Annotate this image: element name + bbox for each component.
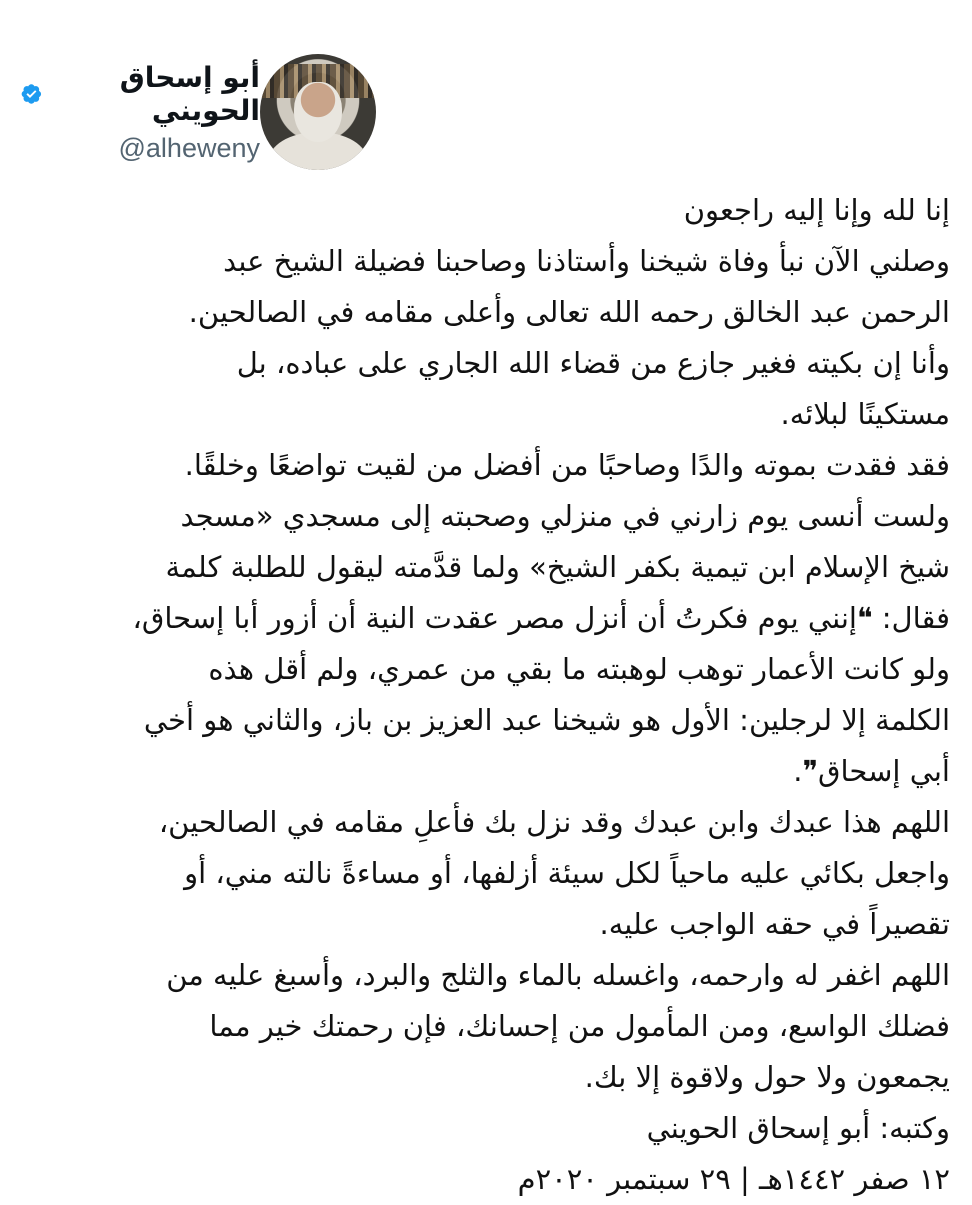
- tweet-line: وأنا إن بكيته فغير جازع من قضاء الله الجاري على عباده، بل: [236, 346, 950, 380]
- avatar[interactable]: [260, 54, 376, 170]
- tweet-line: الكلمة إلا لرجلين: الأول هو شيخنا عبد العزيز بن باز، والثاني هو أخي: [143, 703, 950, 737]
- tweet-line: وكتبه: أبو إسحاق الحويني: [646, 1111, 950, 1145]
- tweet-line: أبي إسحاق❞.: [793, 754, 950, 788]
- author-block: [20, 61, 260, 164]
- tweet-text: [20, 185, 950, 1205]
- tweet-line: ولو كانت الأعمار توهب لوهبته ما بقي من عمري، ولم أقل هذه: [208, 652, 950, 686]
- tweet-line: اللهم هذا عبدك وابن عبدك وقد نزل بك فأعلِ مقامه في الصالحين،: [158, 805, 950, 839]
- tweet-line: اللهم اغفر له وارحمه، واغسله بالماء والثلج والبرد، وأسبغ عليه من: [166, 958, 950, 992]
- tweet-line: مستكينًا لبلائه.: [780, 397, 950, 431]
- tweet-line: شيخ الإسلام ابن تيمية بكفر الشيخ» ولما قدَّمته ليقول للطلبة كلمة: [165, 550, 950, 584]
- tweet-line: تقصيراً في حقه الواجب عليه.: [599, 907, 950, 941]
- author-handle[interactable]: @alheweny: [118, 132, 260, 163]
- tweet-line: واجعل بكائي عليه ماحياً لكل سيئة أزلفها، أو مساءةً نالته مني، أو: [184, 856, 950, 890]
- author-display-name[interactable]: أبو إسحاق الحويني: [119, 60, 260, 127]
- verified-badge-icon: [20, 80, 43, 108]
- tweet-line: فقد فقدت بموته والدًا وصاحبًا من أفضل من لقيت تواضعًا وخلقًا.: [184, 448, 950, 482]
- tweet-line: ١٢ صفر ١٤٤٢هـ | ٢٩ سبتمبر ٢٠٢٠م: [517, 1162, 950, 1196]
- tweet-line: يجمعون ولا حول ولاقوة إلا بك.: [584, 1060, 950, 1094]
- tweet-header: [0, 54, 376, 170]
- author-name-row: [20, 61, 260, 127]
- tweet-line: فقال: ❝إنني يوم فكرتُ أن أنزل مصر عقدت النية أن أزور أبا إسحاق،: [132, 601, 950, 635]
- tweet-line: فضلك الواسع، ومن المأمول من إحسانك، فإن رحمتك خير مما: [209, 1009, 950, 1043]
- avatar-face: [294, 82, 342, 142]
- tweet-line: ولست أنسى يوم زارني في منزلي وصحبته إلى مسجدي «مسجد: [180, 499, 950, 533]
- tweet-line: إنا لله وإنا إليه راجعون: [683, 193, 950, 227]
- tweet-line: وصلني الآن نبأ وفاة شيخنا وأستاذنا وصاحبنا فضيلة الشيخ عبد: [223, 244, 950, 278]
- tweet-line: الرحمن عبد الخالق رحمه الله تعالى وأعلى مقامه في الصالحين.: [188, 295, 950, 329]
